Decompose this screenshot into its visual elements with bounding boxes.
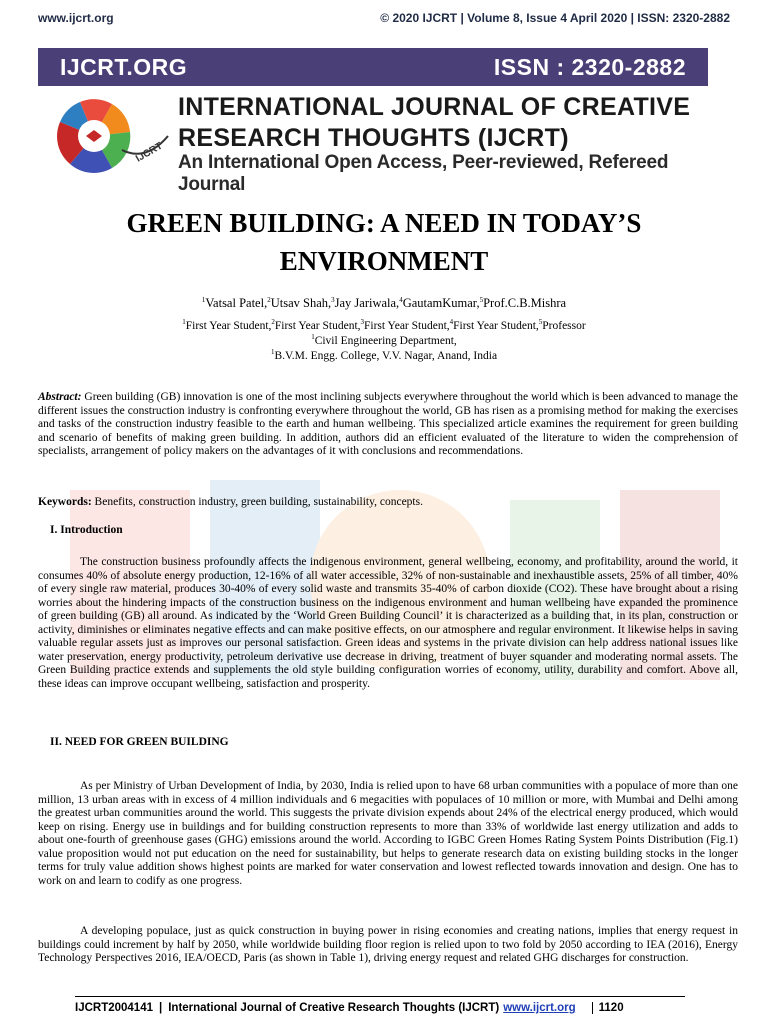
role-sup: 4 [449, 318, 454, 327]
author-sup: 2 [267, 295, 271, 304]
role-text: First Year Student, [185, 320, 272, 332]
need-paragraph-2: A developing populace, just as quick construction in buying power in rising economies and creating nations, implies that energy request in buildings could increment by half by 2050, while worldwide building floor region is relied upon to two fold by 2050 according to IEA (2016), Energy Technology Perspectives 2016, IEA/OECD, Paris (as shown in Table 1), driving energy request and related GHG discharges for construction. [38, 925, 738, 964]
author-sup: 1 [201, 295, 206, 304]
citation-line: © 2020 IJCRT | Volume 8, Issue 4 April 2020 | ISSN: 2320-2882 [380, 11, 730, 25]
logo-text: IJCRT [134, 140, 165, 165]
abstract-label: Abstract: [38, 391, 82, 403]
ijcrt-logo-icon [50, 92, 178, 180]
author-sup: 3 [331, 295, 335, 304]
footer-journal-name: International Journal of Creative Research Thoughts (IJCRT) [168, 1002, 500, 1014]
role-text: First Year Student, [453, 320, 539, 332]
college-text: B.V.M. Engg. College, V.V. Nagar, Anand, India [274, 350, 498, 362]
journal-logo [50, 92, 178, 180]
department [60, 334, 708, 348]
footer-paper-id: IJCRT2004141 [75, 1002, 153, 1014]
journal-banner [38, 48, 708, 86]
author-sup: 5 [479, 295, 484, 304]
abstract-text: Green building (GB) innovation is one of the most inclining subjects everywhere throughout the world which is been advanced to manage the different issues the construction industry is confronting everywhere throughout the world, GB has risen as a promising method for making the exercises and tasks of the construction industry feasible to the earth and human wellbeing. This specialized article examines the requirement for green building and scenario of benefits of making green building. In addition, authors did an efficient evaluated of the literature to widen the comprehension of specialists, arrangement of policy makers on the advantages of it with conclusions and recommendations. [38, 391, 738, 457]
website-link[interactable]: www.ijcrt.org [38, 11, 114, 25]
role-sup: 2 [271, 318, 275, 327]
author-name: Utsav Shah, [270, 296, 332, 310]
paper-title [60, 204, 708, 280]
keywords [38, 496, 738, 510]
role-text: First Year Student, [274, 320, 361, 332]
author-name: Jay Jariwala, [334, 296, 400, 310]
section-heading-introduction: I. Introduction [50, 524, 123, 536]
introduction-paragraph: The construction business profoundly affects the indigenous environment, general wellbeing, economy, and profitability, around the world, it consumes 40% of absolute energy production, 12-16% of all water accessible, 32% of non-sustainable and inexhaustible assets, 25% of all timber, 40% of every single raw material, produces 30-40% of every solid waste and transmits 35-40% of carbon dioxide (CO2). These have brought about a rising worries about the hindering impacts of the construction business on the indigenous environment and human wellbeing have expanded the prominence of green building (GB) all around. As indicated by the ‘World Green Building Council’ it is characterized as a building that, in its plan, construction or activity, diminishes or eliminates negative effects and can make positive effects, on our atmosphere and regular environment. It likewise helps in saving valuable regular assets just as improves our personal satisfaction. Green ideas and systems in the private division can help address national issues like water preservation, energy productivity, petroleum derivative use decrease in driving, treatment of buyer squander and moderating normal assets. The Green Building practice extends and supplements the old style building configuration worries of economy, utility, durability and comfort. Above all, these ideas can improve occupant wellbeing, satisfaction and prosperity. [38, 556, 738, 690]
author-sup: 4 [399, 295, 403, 304]
running-header [38, 8, 730, 28]
need-paragraph-1: As per Ministry of Urban Development of India, by 2030, India is relied upon to have 68 urban communities with a populace of more than one million, 13 urban areas with in excess of 4 million individuals and 6 megacities with populaces of 10 million or more, with Mumbai and Delhi among the greatest urban communities around the world. This suggests the private division expends about 24% of the electrical energy produced, which would keep on rising. Energy use in buildings and for building construction represents to more than 33% of worldwide last energy utilization and adds to about one-fourth of greenhouse gases (GHG) emissions around the world. According to IGBC Green Homes Rating System Points Distribution (Fig.1) value proposition would not put education on the need for sustainability, but helps to generate research data on existing building stocks in the longer terms for truly value addition shows highest points are marked for water conservation and lowest reflected towards innovation and design. One has to work on and learn to codify as one progress. [38, 780, 738, 887]
paper-title-line1: GREEN BUILDING: A NEED IN TODAY’S [126, 208, 642, 238]
dept-text: Civil Engineering Department, [314, 335, 457, 347]
role-sup: 5 [538, 318, 543, 327]
college-sup: 1 [270, 348, 275, 357]
footer-url-link[interactable]: www.ijcrt.org [503, 1002, 576, 1014]
author-name: Prof.C.B.Mishra [483, 296, 567, 310]
journal-title-line1: INTERNATIONAL JOURNAL OF CREATIVE [178, 93, 691, 121]
keywords-label: Keywords: [38, 496, 92, 508]
page-footer [75, 996, 685, 1019]
role-sup: 3 [360, 318, 365, 327]
author-roles [60, 319, 708, 333]
journal-subtitle: An International Open Access, Peer-reviewed, Refereed Journal [178, 152, 669, 195]
journal-title [178, 92, 718, 154]
role-sup: 1 [182, 318, 186, 327]
footer-separator: | [159, 1002, 163, 1014]
college [60, 349, 708, 363]
paper-title-line2: ENVIRONMENT [279, 246, 489, 276]
author-name: GautamKumar, [402, 296, 480, 310]
banner-issn: ISSN : 2320-2882 [493, 53, 686, 80]
role-text: First Year Student, [364, 320, 450, 332]
dept-sup: 1 [311, 333, 315, 342]
abstract [38, 391, 738, 459]
author-list [60, 296, 708, 311]
banner-site: IJCRT.ORG [60, 53, 188, 80]
keywords-text: Benefits, construction industry, green building, sustainability, concepts. [91, 496, 423, 508]
section-heading-need: II. NEED FOR GREEN BUILDING [50, 736, 229, 748]
role-text: Professor [542, 320, 586, 332]
journal-title-line2: RESEARCH THOUGHTS (IJCRT) [178, 124, 569, 152]
page-number: 1120 [592, 1002, 624, 1014]
author-name: Vatsal Patel, [205, 296, 268, 310]
